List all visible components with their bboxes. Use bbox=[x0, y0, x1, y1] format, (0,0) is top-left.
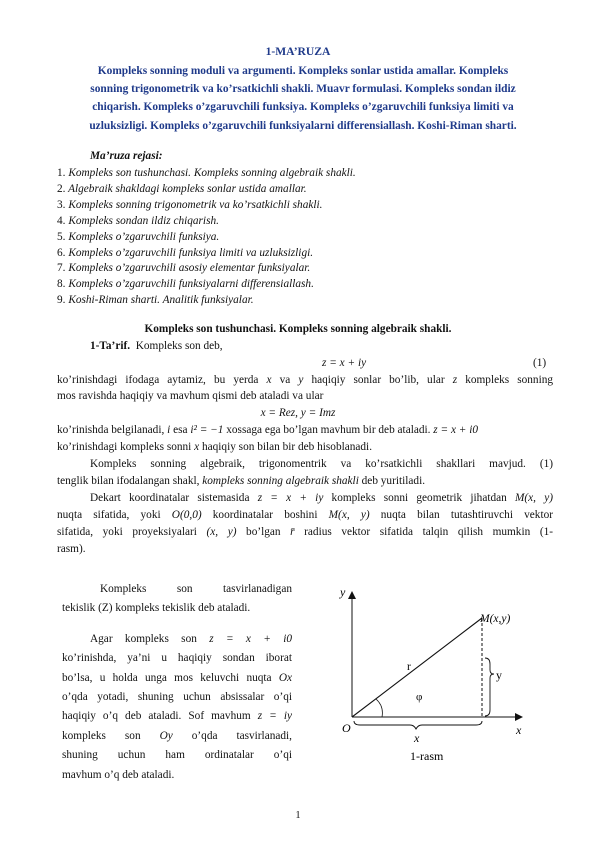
body-line: tenglik bilan ifodalangan shakl, kompleks sonning algebraik shakli deb yuritiladi. bbox=[57, 475, 426, 487]
body-line: mos ravishda haqiqiy va mavhum qismi deb ataladi va ular bbox=[57, 390, 324, 402]
column-line: o’qda yotadi, shuning uchun absissalar o’qi bbox=[62, 691, 292, 704]
formula-parts: x = Rez, y = Imz bbox=[260, 407, 336, 419]
section-title: Kompleks son tushunchasi. Kompleks sonning algebraik shakli. bbox=[144, 323, 452, 335]
column-line: ko’rinishda, ya’ni u haqiqiy sondan iborat bbox=[62, 652, 292, 665]
left-column-text bbox=[62, 580, 292, 785]
lecture-topics bbox=[56, 62, 550, 135]
x-brace bbox=[354, 721, 482, 729]
body-line: ko’rinishdagi kompleks sonni x haqiqiy son bilan bir deb hisoblanadi. bbox=[57, 441, 373, 453]
plan-item: 9. Koshi-Riman sharti. Analitik funksiyalar. bbox=[57, 294, 254, 307]
topic-line: sonning trigonometrik va ko’rsatkichli shakli. Muavr formulasi. Kompleks sondan ildiz bbox=[90, 83, 516, 96]
column-line: Agar kompleks son z = x + i0 bbox=[90, 632, 292, 645]
x-brace-label: x bbox=[414, 731, 420, 745]
plan-item: 6. Kompleks o’zgaruvchili funksiya limiti va uzluksizligi. bbox=[57, 246, 314, 259]
body-line: rasm). bbox=[57, 543, 86, 555]
column-line: haqiqiy o’q deb ataladi. Sof mavhum z = iy bbox=[62, 710, 292, 723]
plan-item: 3. Kompleks sonning trigonometrik va ko’rsatkichli shakli. bbox=[57, 198, 323, 211]
plan-heading: Ma’ruza rejasi: bbox=[90, 150, 163, 162]
definition-intro: Kompleks son deb, bbox=[135, 340, 223, 352]
topic-line: chiqarish. Kompleks o’zgaruvchili funksiya. Kompleks o’zgaruvchili funksiya limiti va bbox=[92, 101, 514, 114]
body-line: ko’rinishdagi ifodaga aytamiz, bu yerda x va y haqiqiy sonlar bo’lib, ular z kompleks sonning bbox=[57, 374, 554, 386]
column-line: kompleks son Oy o’qda tasvirlanadi, bbox=[62, 729, 292, 742]
y-brace bbox=[485, 658, 494, 716]
complex-plane-figure bbox=[318, 578, 538, 768]
plan-item: 8. Kompleks o’zgaruvchili funksiyalarni differensiallash. bbox=[57, 278, 314, 291]
equation-number: (1) bbox=[533, 357, 547, 369]
plan-item: 2. Algebraik shakldagi kompleks sonlar ustida amallar. bbox=[57, 182, 307, 195]
lecture-number: 1-MA’RUZA bbox=[265, 45, 331, 58]
figure-caption: 1-rasm bbox=[410, 749, 444, 763]
plan-item: 5. Kompleks o’zgaruvchili funksiya. bbox=[57, 230, 220, 243]
definition-label: 1-Ta’rif. bbox=[90, 340, 131, 352]
angle-label: φ bbox=[416, 691, 423, 703]
radius-label: r bbox=[407, 661, 411, 673]
page-number: 1 bbox=[295, 810, 301, 821]
angle-arc bbox=[376, 699, 382, 717]
column-line: Kompleks son tasvirlanadigan bbox=[100, 583, 292, 595]
body-line: Kompleks sonning algebraik, trigonomentrik va ko’rsatkichli shakllari mavjud. (1) bbox=[90, 458, 553, 470]
lecture-plan-list bbox=[57, 166, 557, 309]
column-line: mavhum o’q deb ataladi. bbox=[62, 768, 175, 781]
plan-item: 7. Kompleks o’zgaruvchili asosiy elementar funksiyalar. bbox=[57, 262, 311, 275]
topic-line: Kompleks sonning moduli va argumenti. Kompleks sonlar ustida amallar. Kompleks bbox=[97, 65, 509, 77]
column-line: bo’lsa, u holda unga mos keluvchi nuqta Ox bbox=[62, 671, 292, 684]
x-axis-label: x bbox=[516, 723, 522, 737]
body-line: Dekart koordinatalar sistemasida z = x + iy kompleks sonni geometrik jihatdan M(x, y) bbox=[90, 492, 553, 504]
plan-item: 4. Kompleks sondan ildiz chiqarish. bbox=[57, 214, 219, 227]
column-line: tekislik (Z) kompleks tekislik deb ataladi. bbox=[62, 602, 251, 615]
definition-line bbox=[90, 339, 223, 354]
y-brace-label: y bbox=[496, 668, 502, 682]
body-line: sifatida, yoki proyeksiyalari (x, y) bo’lgan r̄ radius vektor sifatida talqin qilish mumkin (1- bbox=[57, 526, 553, 538]
body-line: ko’rinishda belgilanadi, i esa i² = −1 xossaga ega bo’lgan mavhum bir deb ataladi. z = x + i0 bbox=[57, 424, 479, 436]
plan-item: 1. Kompleks son tushunchasi. Kompleks sonning algebraik shakli. bbox=[57, 167, 356, 179]
body-line: nuqta sifatida, yoki O(0,0) koordinatalar boshini M(x, y) nuqta bilan tutashtiruvchi vektor bbox=[57, 509, 553, 521]
y-axis-label: y bbox=[340, 585, 346, 599]
point-label: M(x,y) bbox=[480, 613, 511, 625]
column-line: shuning uchun ham ordinatalar o’qi bbox=[62, 749, 292, 762]
origin-label: O bbox=[342, 721, 351, 735]
formula-z: z = x + iy bbox=[322, 357, 367, 369]
topic-line: uzluksizligi. Kompleks o’zgaruvchili funksiyalarni differensiallash. Koshi-Riman sharti. bbox=[89, 119, 517, 132]
